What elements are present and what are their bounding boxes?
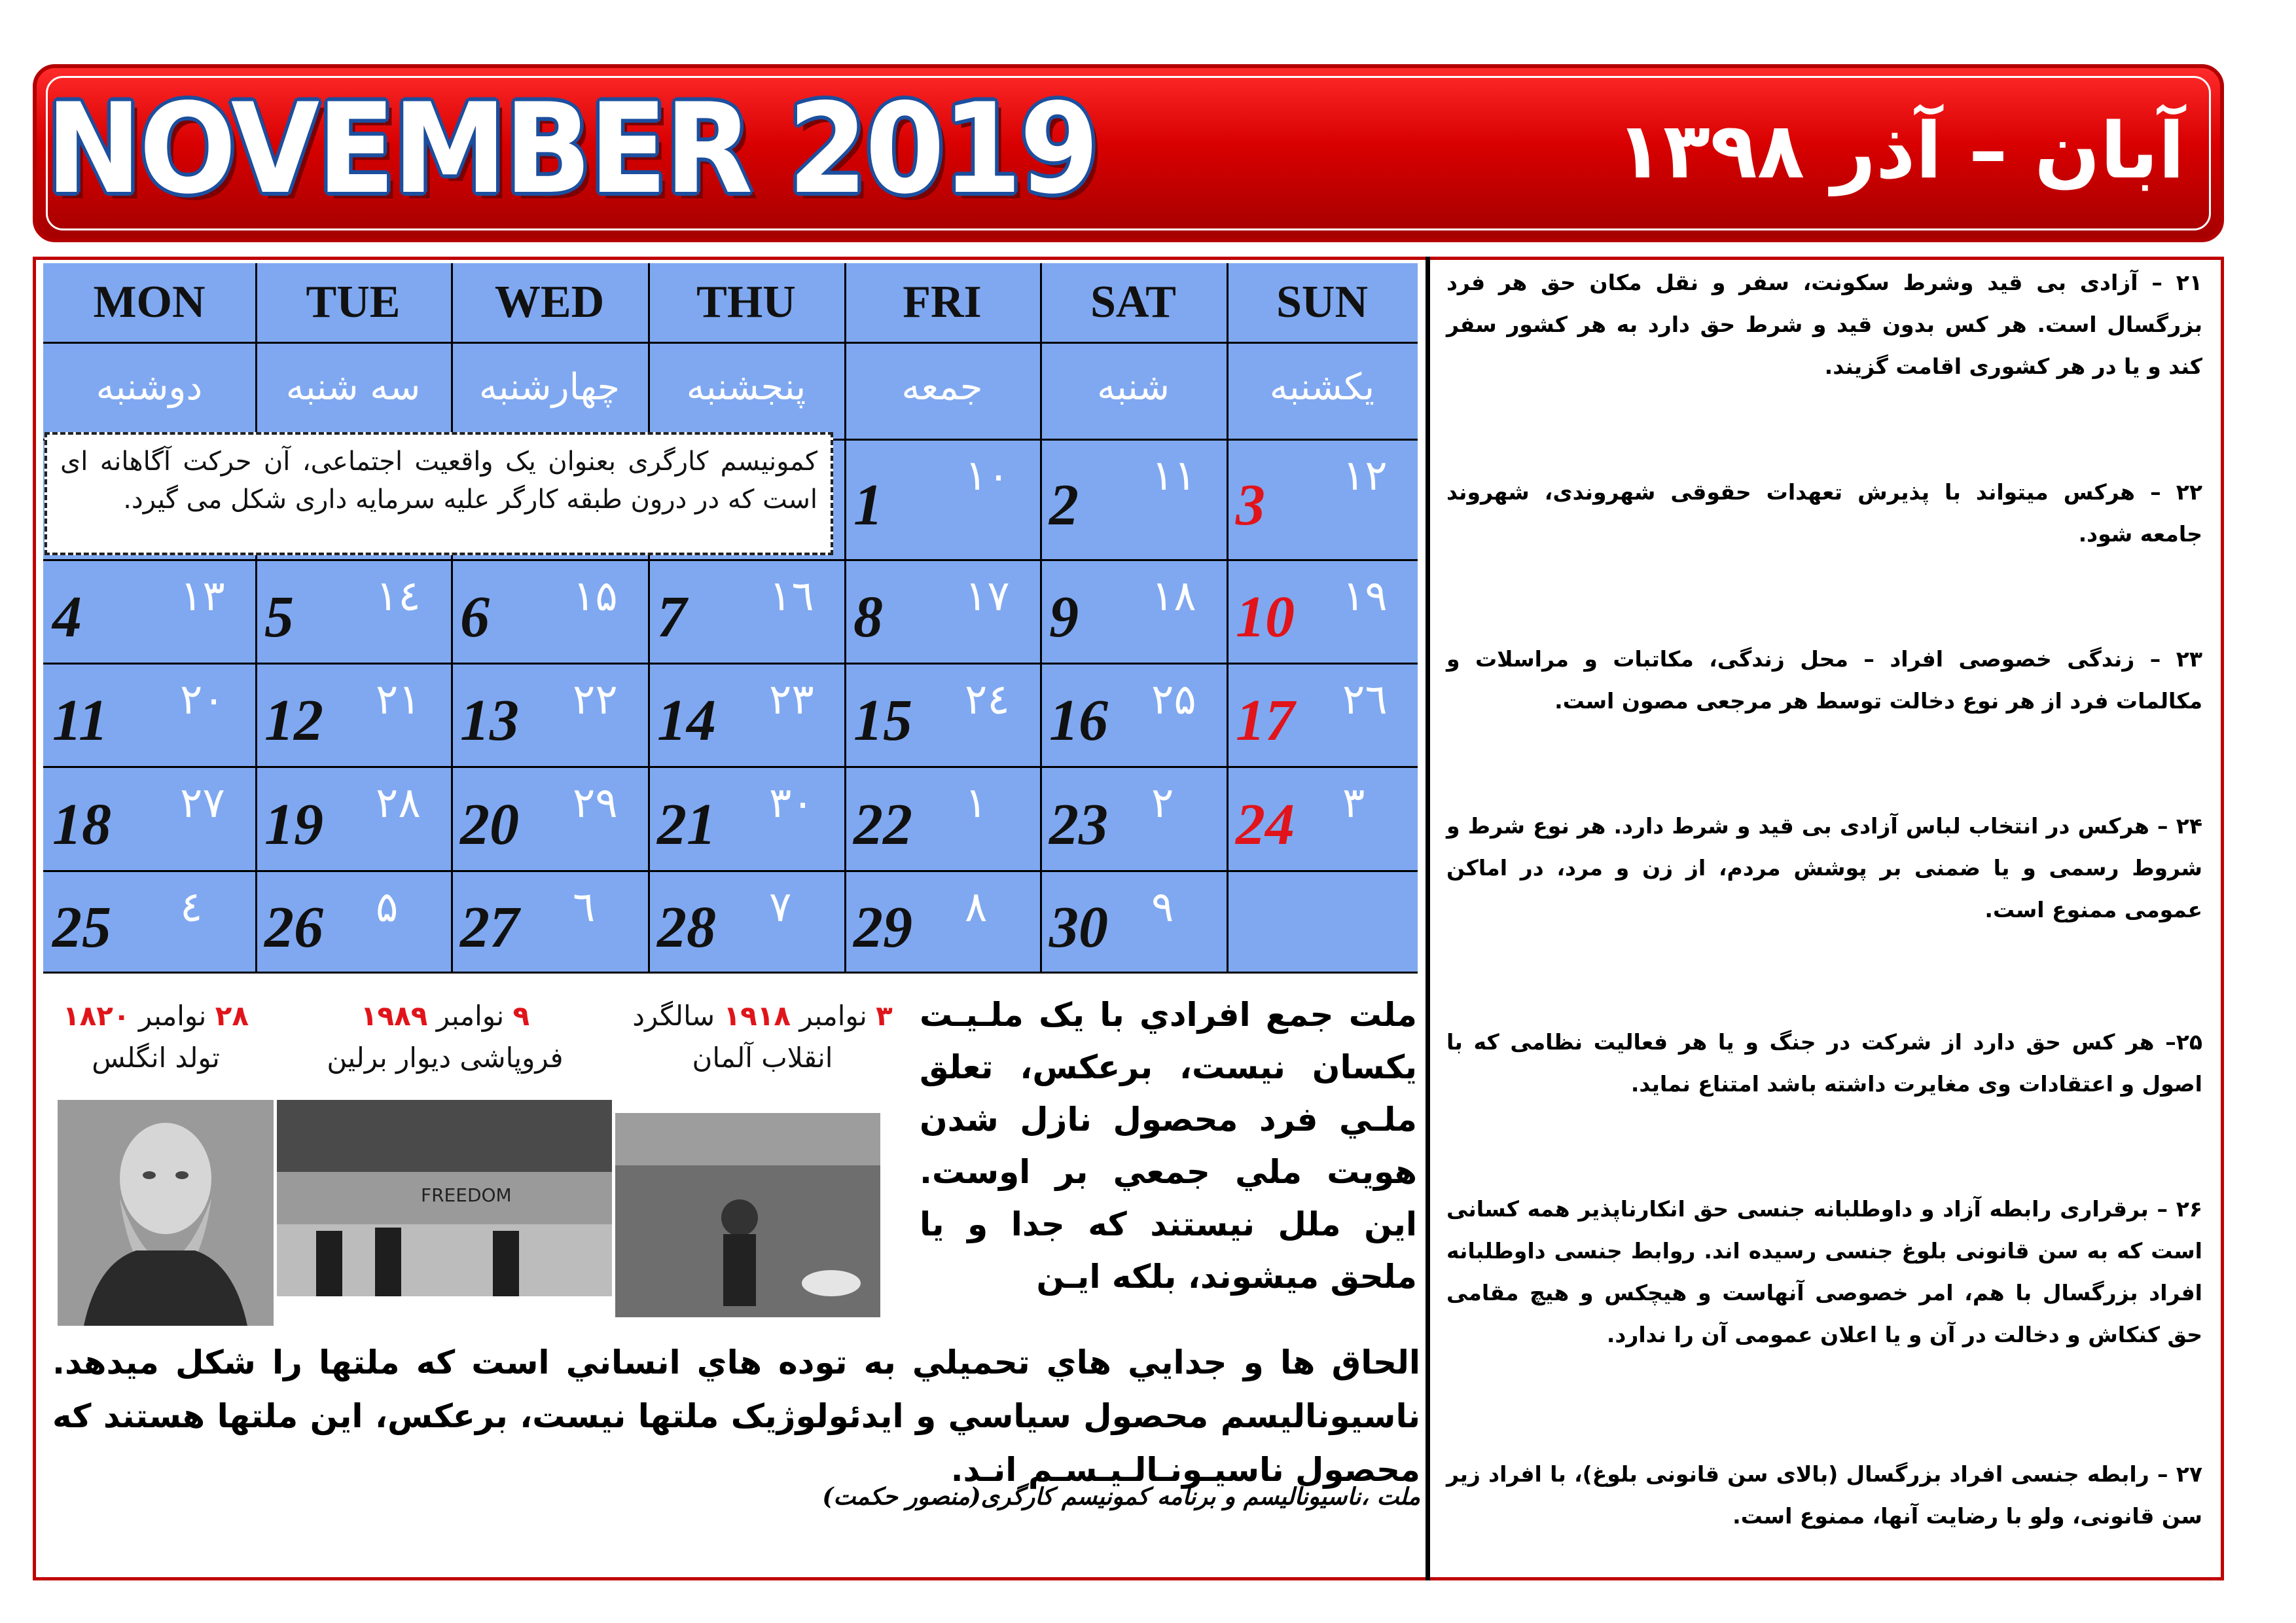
quote-nation-right: ملت جمع افرادي با يک ملـيـت يکسان نيست، برعکس، تعلق ملـي فرد محصول نازل شدن هويت ملي جمعي بر اوست. اين ملل نيستند که جدا و يا ملحق ميشوند، بلکه ايـن bbox=[920, 996, 1417, 1296]
persian-date-7: ۱٦ bbox=[769, 572, 814, 621]
persian-date-25: ٤ bbox=[180, 883, 203, 932]
anniversary-berlin-caption: فروپاشی دیوار برلین bbox=[327, 1042, 564, 1074]
persian-date-13: ۲۲ bbox=[573, 676, 618, 724]
date-fri-1: 1 bbox=[853, 473, 883, 538]
date-wed-13: 13 bbox=[460, 688, 519, 753]
day-header-fa-thu: پنجشنبه bbox=[686, 366, 806, 409]
date-thu-7: 7 bbox=[657, 585, 687, 649]
persian-date-4: ۱۳ bbox=[180, 572, 225, 621]
day-header-sun: SUN bbox=[1276, 277, 1369, 327]
date-sun-10: 10 bbox=[1236, 585, 1295, 649]
date-tue-5: 5 bbox=[264, 585, 294, 649]
anniversary-revolution-caption: انقلاب آلمان bbox=[692, 1042, 833, 1074]
anniversary-berlin-wall bbox=[275, 995, 615, 1079]
persian-date-21: ۳۰ bbox=[769, 779, 814, 828]
anniversary-revolution-prefix: سالگرد bbox=[632, 1000, 715, 1032]
persian-date-23: ۲ bbox=[1151, 779, 1174, 828]
date-mon-11: 11 bbox=[52, 688, 109, 753]
date-wed-27: 27 bbox=[460, 894, 519, 960]
date-sat-23: 23 bbox=[1049, 792, 1108, 857]
right-item-24: ۲۴ – هرکس در انتخاب لباس آزادی بی قید و شرط دارد. هر نوع شرط و شروط رسمی و یا ضمنی بر پوشش مردم، از زن و مرد، در اماکن عمومی ممنوع است. bbox=[1446, 813, 2202, 922]
date-thu-14: 14 bbox=[657, 688, 716, 753]
title-english: NOVEMBER 2019 bbox=[46, 77, 1097, 221]
day-header-fa-fri: جمعه bbox=[901, 366, 983, 409]
persian-date-17: ۲٦ bbox=[1342, 676, 1388, 724]
right-item-23: ۲۳ – زندگی خصوصی افراد – محل زندگی، مکاتبات و مراسلات و مکالمات فرد از هر نوع دخالت توسط هر مرجعی مصون است. bbox=[1446, 646, 2202, 714]
engels-photo bbox=[58, 1100, 274, 1326]
persian-date-24: ۳ bbox=[1342, 779, 1365, 828]
date-sat-16: 16 bbox=[1049, 688, 1108, 753]
german-revolution-photo bbox=[615, 1113, 880, 1317]
date-tue-12: 12 bbox=[264, 688, 323, 753]
anniversary-berlin-month: نوامبر bbox=[436, 1000, 505, 1032]
persian-date-9: ۱۸ bbox=[1151, 572, 1196, 621]
persian-date-8: ۱۷ bbox=[965, 572, 1010, 621]
date-tue-26: 26 bbox=[264, 894, 323, 960]
column-divider bbox=[1426, 257, 1430, 1580]
berlin-wall-photo bbox=[277, 1100, 612, 1296]
persian-date-2: ۱۱ bbox=[1151, 452, 1196, 500]
persian-date-19: ۲۸ bbox=[376, 779, 421, 828]
persian-date-27: ٦ bbox=[573, 883, 596, 932]
persian-date-18: ۲۷ bbox=[180, 779, 225, 828]
day-header-mon: MON bbox=[93, 277, 206, 327]
persian-date-3: ۱۲ bbox=[1342, 452, 1388, 500]
persian-date-15: ۲٤ bbox=[965, 676, 1010, 724]
anniversary-engels bbox=[45, 995, 267, 1079]
quote-source: ملت ،ناسيوناليسم و برنامه کمونيسم کارگری(منصور حکمت) bbox=[822, 1483, 1420, 1510]
persian-date-30: ۹ bbox=[1151, 883, 1174, 932]
persian-date-16: ۲۵ bbox=[1151, 676, 1196, 724]
persian-date-10: ۱۹ bbox=[1342, 572, 1388, 621]
persian-date-1: ۱۰ bbox=[965, 452, 1010, 500]
anniversary-engels-day: ۲۸ bbox=[215, 1000, 249, 1032]
persian-date-14: ۲۳ bbox=[769, 676, 814, 724]
persian-date-29: ۸ bbox=[965, 883, 988, 932]
persian-date-28: ۷ bbox=[769, 883, 792, 932]
day-header-fa-mon: دوشنبه bbox=[96, 366, 203, 409]
date-wed-20: 20 bbox=[460, 792, 519, 857]
persian-date-20: ۲۹ bbox=[573, 779, 618, 828]
date-mon-25: 25 bbox=[52, 894, 111, 960]
date-fri-8: 8 bbox=[853, 585, 883, 649]
day-header-fri: FRI bbox=[903, 277, 982, 327]
date-wed-6: 6 bbox=[460, 585, 490, 649]
right-item-21: ۲۱ – آزادی بی قید وشرط سکونت، سفر و نقل مکان حق هر فرد بزرگسال است. هر کس بدون قید و شرط حق دارد به هر کشور سفر کند و یا در هر کشوری اقامت گزیند. bbox=[1446, 270, 2202, 379]
date-mon-4: 4 bbox=[52, 585, 82, 649]
day-header-fa-sun: یکشنبه bbox=[1269, 366, 1375, 409]
persian-date-11: ۲۰ bbox=[180, 676, 225, 724]
date-mon-18: 18 bbox=[52, 792, 111, 857]
persian-date-5: ۱٤ bbox=[376, 572, 421, 621]
anniversary-engels-month: نوامبر bbox=[138, 1000, 207, 1032]
day-header-sat: SAT bbox=[1090, 277, 1176, 327]
persian-date-12: ۲۱ bbox=[376, 676, 421, 724]
day-header-fa-tue: سه شنبه bbox=[285, 366, 421, 409]
day-header-fa-wed: چهارشنبه bbox=[478, 366, 620, 409]
anniversary-berlin-year: ۱۹۸۹ bbox=[360, 1000, 428, 1032]
anniversary-revolution-month: نوامبر bbox=[799, 1000, 867, 1032]
date-sun-3: 3 bbox=[1236, 473, 1265, 538]
calendar-grid bbox=[43, 263, 1418, 974]
title-persian: آبان – آذر ۱۳۹۸ bbox=[1615, 105, 2185, 196]
day-header-tue: TUE bbox=[306, 277, 401, 327]
date-sat-30: 30 bbox=[1049, 894, 1108, 960]
anniversary-revolution-year: ۱۹۱۸ bbox=[723, 1000, 791, 1032]
right-item-26: ۲۶ – برقراری رابطه آزاد و داوطلبانه جنسی حق انکارناپذیر همه کسانی است که به سن قانونی بلوغ جنسی رسیده اند. روابط جنسی داوطلبانه افراد بزرگسال با هم، امر خصوصی آنهاست و هیچکس و هیچ مقامی حق کنکاش و دخالت در آن و یا اعلان عمومی آن را ندارد. bbox=[1446, 1196, 2202, 1347]
persian-date-26: ۵ bbox=[376, 883, 399, 932]
date-sat-9: 9 bbox=[1049, 585, 1079, 649]
anniversary-german-revolution bbox=[619, 995, 906, 1079]
right-item-22: ۲۲ – هرکس میتواند با پذیرش تعهدات حقوقی شهروندی، شهروند جامعه شود. bbox=[1446, 479, 2202, 547]
calendar-quote-box: کمونیسم کارگری بعنوان یک واقعیت اجتماعی، آن حرکت آگاهانه ای است که در درون طبقه کارگر علیه سرمایه داری شکل می گیرد. bbox=[45, 432, 833, 555]
day-header-fa-sat: شنبه bbox=[1097, 366, 1170, 409]
day-header-thu: THU bbox=[696, 277, 796, 327]
right-item-27: ۲۷ – رابطه جنسی افراد بزرگسال (بالای سن قانونی بلوغ)، با افراد زیر سن قانونی، ولو با رضایت آنها، ممنوع است. bbox=[1446, 1461, 2202, 1529]
date-sat-2: 2 bbox=[1049, 473, 1079, 538]
right-item-25: ۲۵– هر کس حق دارد از شرکت در جنگ و یا هر فعالیت نظامی که با اصول و اعتقادات وی مغایرت داشته باشد امتناع نماید. bbox=[1446, 1029, 2202, 1097]
date-thu-21: 21 bbox=[657, 792, 716, 857]
date-sun-24: 24 bbox=[1236, 792, 1295, 857]
day-header-wed: WED bbox=[494, 277, 605, 327]
date-tue-19: 19 bbox=[264, 792, 323, 857]
quote-nation-bottom: الحاق ها و جدايي هاي تحميلي به توده هاي انساني است که ملتها را شکل ميدهد. ناسيوناليسم محصول سياسي و ايدئولوژيک ملتها نيست، برعکس، اين ملتها هستند که محصول ناسيـونـالـيـسـم انـد. bbox=[52, 1343, 1420, 1489]
anniversary-engels-caption: تولد انگلس bbox=[92, 1042, 220, 1074]
date-fri-22: 22 bbox=[853, 792, 912, 857]
persian-date-6: ۱۵ bbox=[573, 572, 618, 621]
date-fri-29: 29 bbox=[853, 894, 912, 960]
berlin-wall-graffiti: FREEDOM bbox=[421, 1184, 512, 1206]
date-fri-15: 15 bbox=[853, 688, 912, 753]
anniversary-engels-year: ۱۸۲۰ bbox=[63, 1000, 130, 1032]
date-sun-17: 17 bbox=[1236, 688, 1295, 753]
persian-date-22: ۱ bbox=[965, 779, 988, 828]
date-thu-28: 28 bbox=[657, 894, 716, 960]
anniversary-revolution-day: ۳ bbox=[876, 1000, 893, 1032]
anniversary-berlin-day: ۹ bbox=[512, 1000, 530, 1032]
